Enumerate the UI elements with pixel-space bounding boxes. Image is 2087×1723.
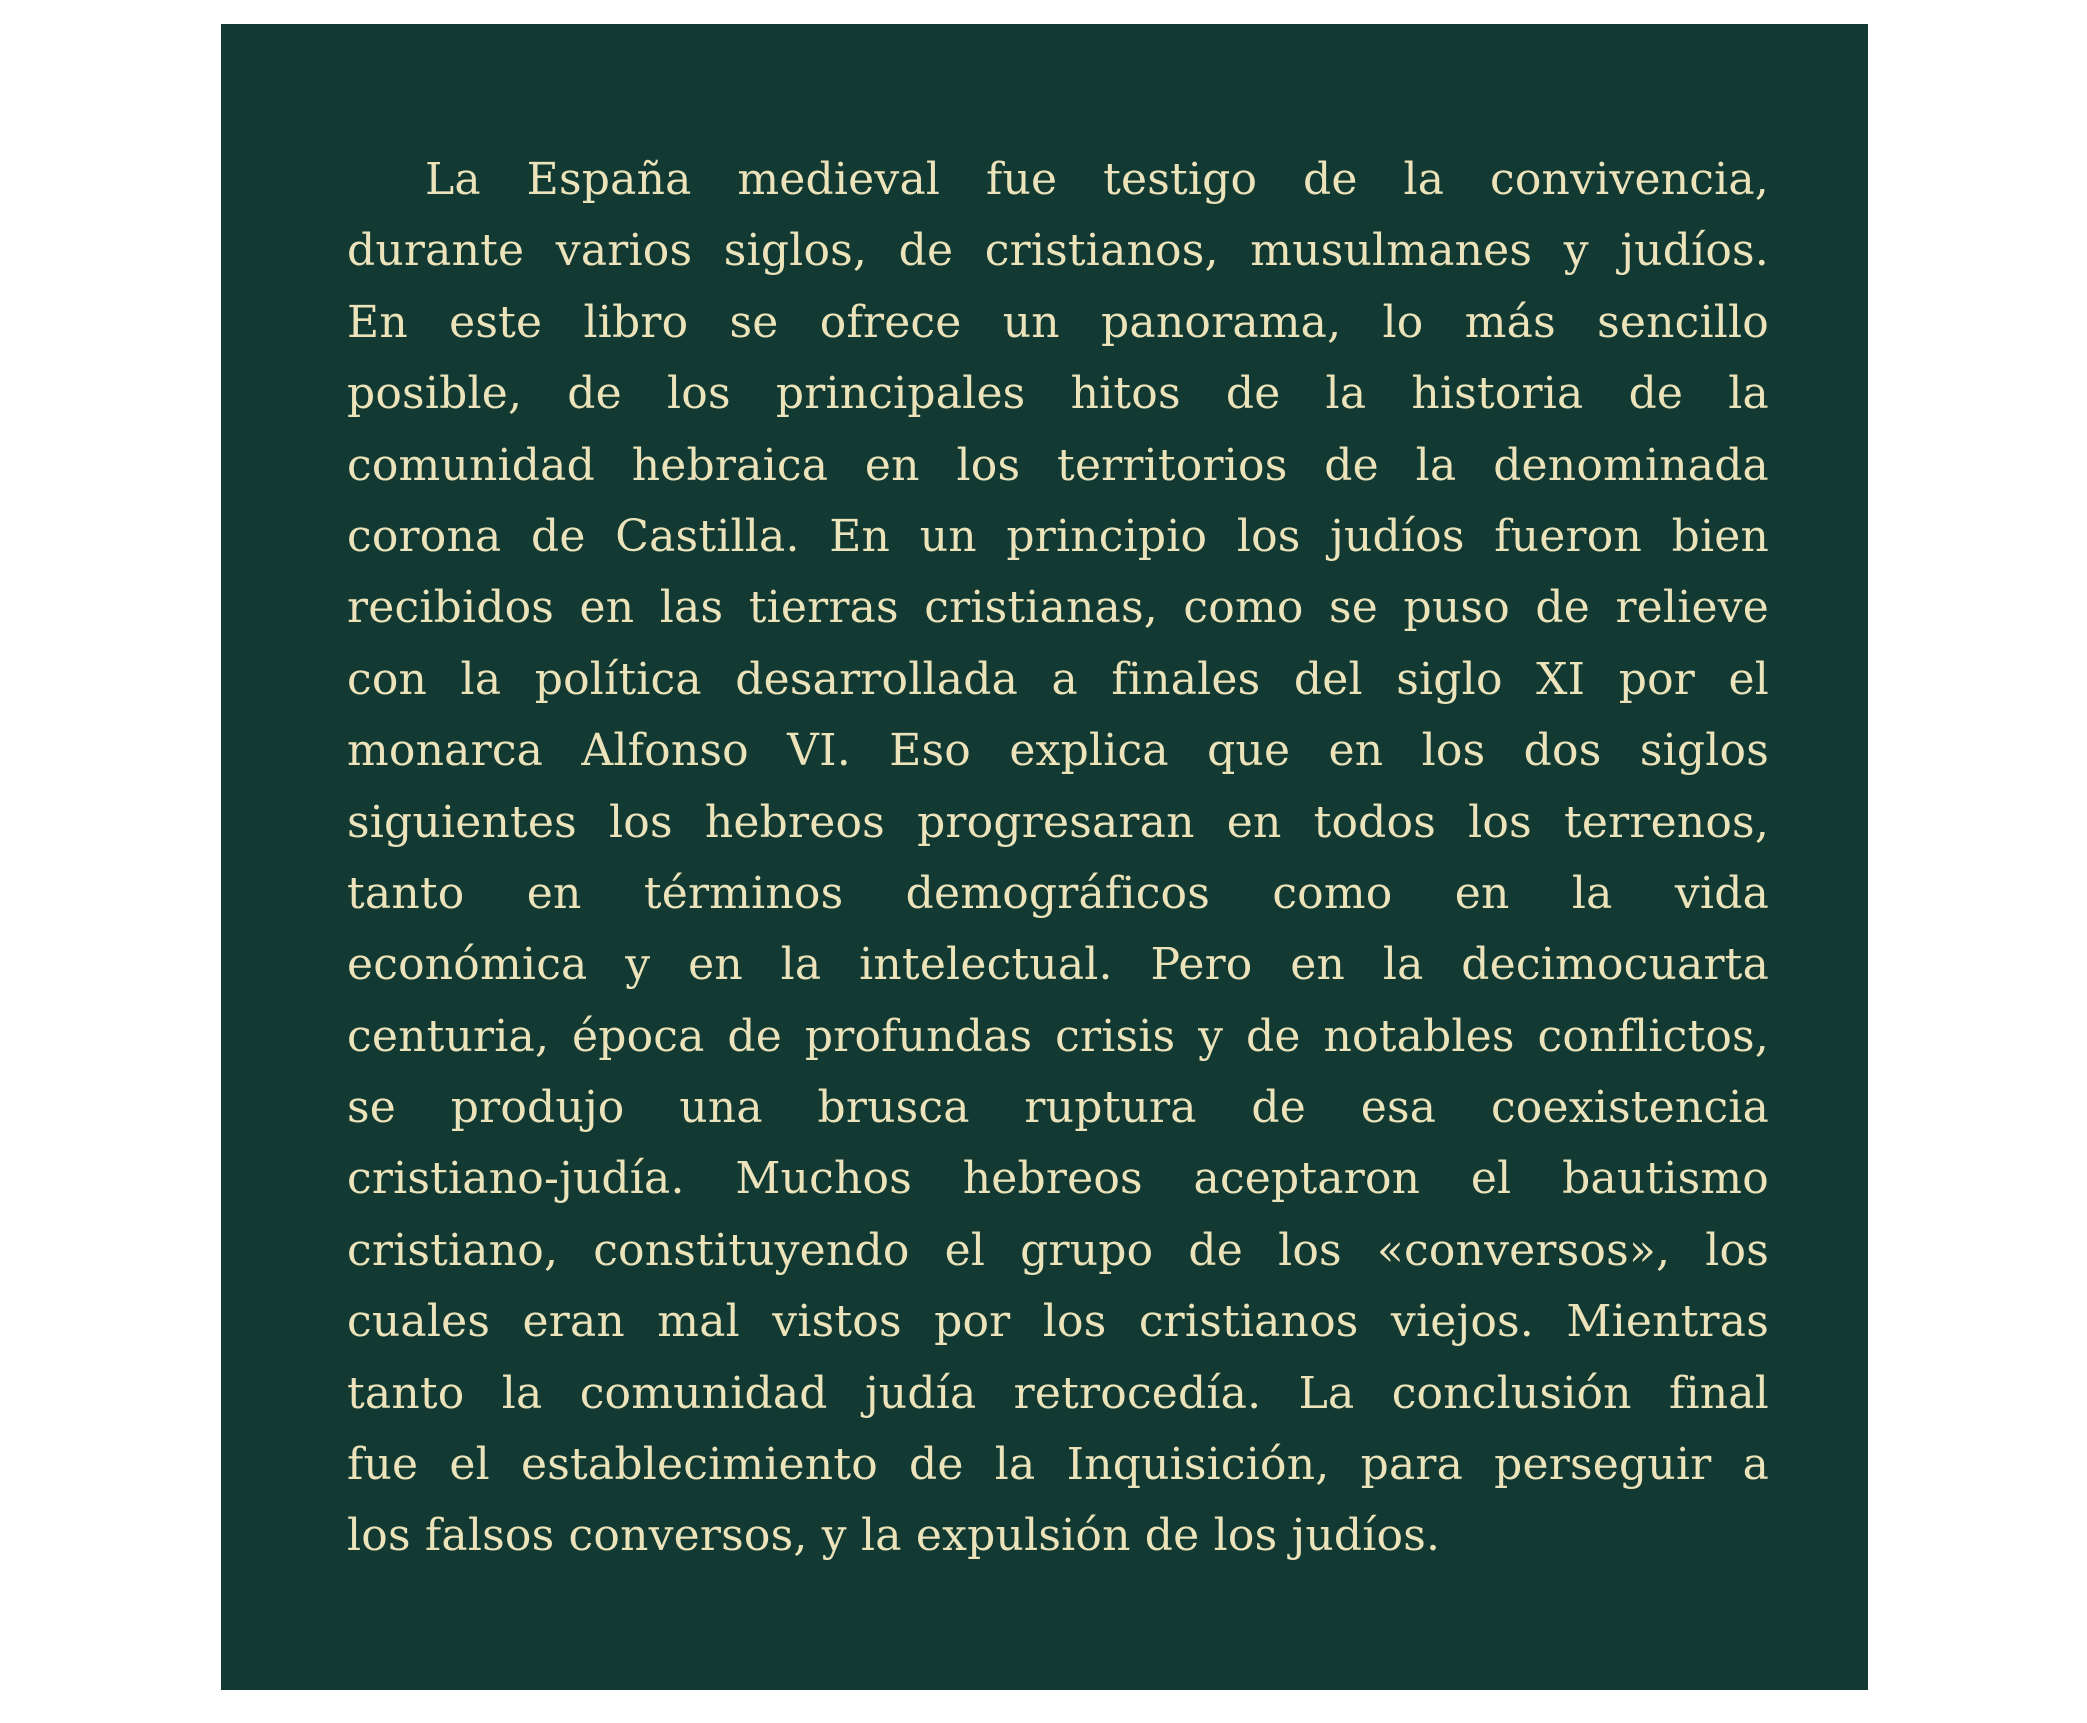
- blurb-line: tanto en términos demográficos como en la vida: [347, 867, 1769, 919]
- blurb-line: se produjo una brusca ruptura de esa coexistencia: [347, 1082, 1769, 1134]
- blurb-line: recibidos en las tierras cristianas, como se puso de relieve: [347, 582, 1769, 634]
- blurb-line: tanto la comunidad judía retrocedía. La conclusión final: [347, 1367, 1769, 1419]
- blurb-line: con la política desarrollada a finales del siglo XI por el: [347, 653, 1769, 705]
- blurb-line: los falsos conversos, y la expulsión de los judíos.: [347, 1510, 1441, 1562]
- blurb-line: fue el establecimiento de la Inquisición, para perseguir a: [347, 1439, 1769, 1491]
- blurb-line: monarca Alfonso VI. Eso explica que en los dos siglos: [347, 725, 1769, 777]
- blurb-line: cristiano-judía. Muchos hebreos aceptaron el bautismo: [347, 1153, 1769, 1205]
- back-cover-panel: [221, 24, 1868, 1690]
- blurb-line: corona de Castilla. En un principio los judíos fueron bien: [347, 510, 1769, 562]
- blurb-paragraph: [347, 144, 1769, 1572]
- blurb-line: En este libro se ofrece un panorama, lo más sencillo: [347, 296, 1769, 348]
- blurb-line: durante varios siglos, de cristianos, musulmanes y judíos.: [347, 225, 1769, 277]
- blurb-line: posible, de los principales hitos de la historia de la: [347, 368, 1769, 420]
- blurb-line: comunidad hebraica en los territorios de la denominada: [347, 439, 1769, 491]
- blurb-line: económica y en la intelectual. Pero en la decimocuarta: [347, 939, 1769, 991]
- blurb-line: cuales eran mal vistos por los cristianos viejos. Mientras: [347, 1296, 1769, 1348]
- blurb-line: centuria, época de profundas crisis y de notables conflictos,: [347, 1010, 1769, 1062]
- blurb-line: siguientes los hebreos progresaran en todos los terrenos,: [347, 796, 1769, 848]
- blurb-line: La España medieval fue testigo de la convivencia,: [425, 154, 1769, 205]
- blurb-line: cristiano, constituyendo el grupo de los «conversos», los: [347, 1224, 1769, 1276]
